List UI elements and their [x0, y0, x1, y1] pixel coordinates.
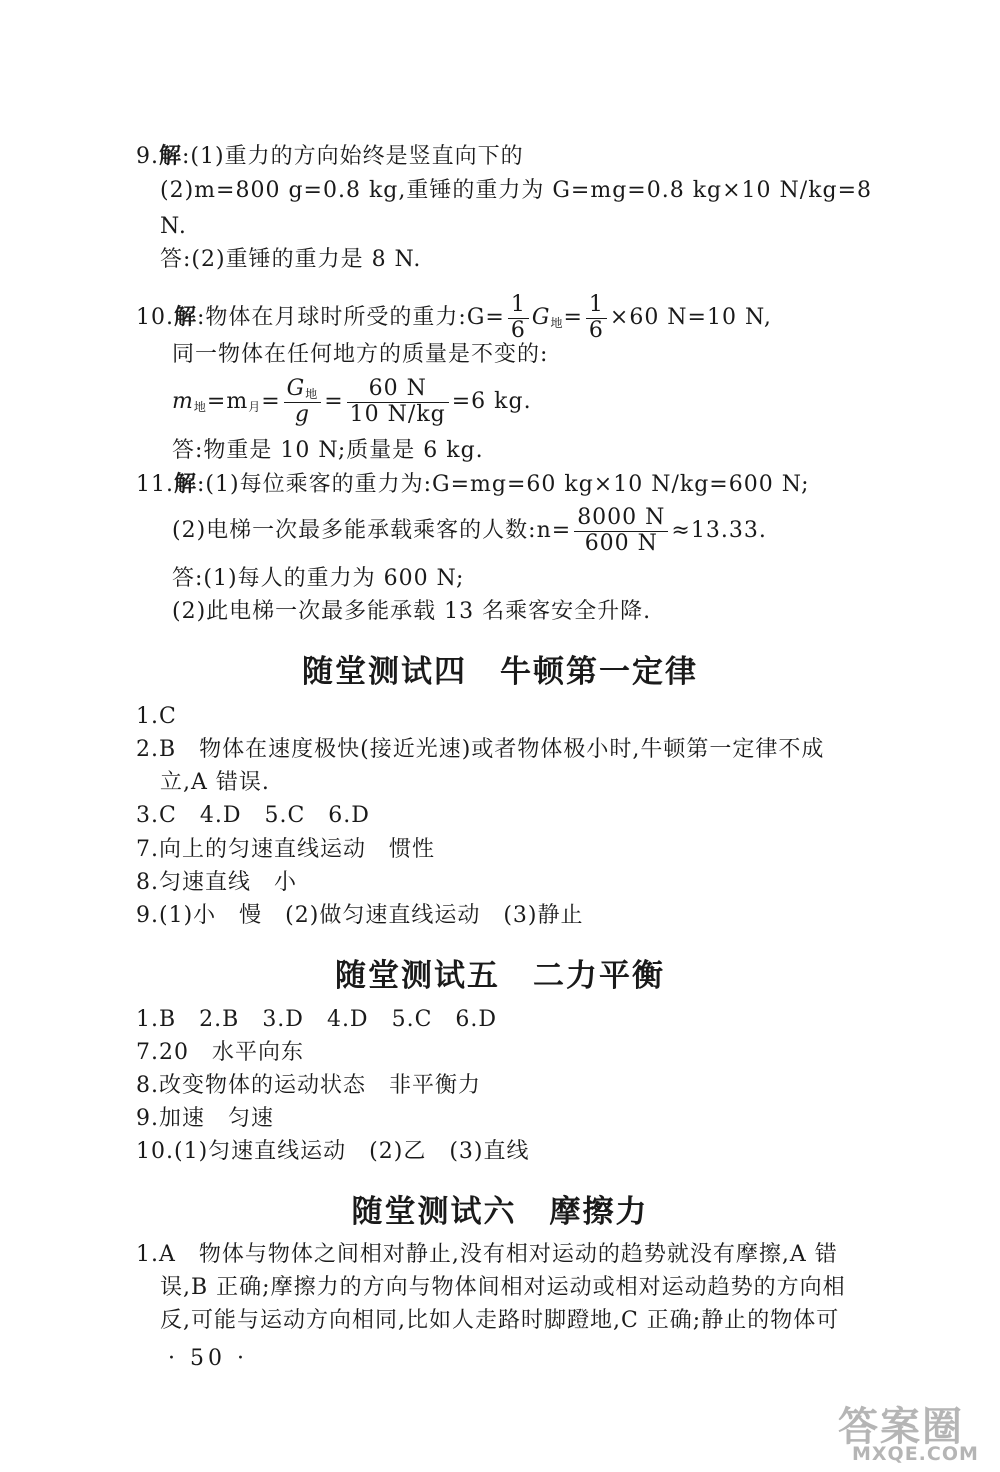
q10-line2: 同一物体在任何地方的质量是不变的:: [172, 342, 549, 367]
q10-answer: 答:物重是 10 N;质量是 6 kg.: [172, 438, 484, 463]
q10-line1: 10.解:物体在月球时所受的重力:G= $\frac{1}{6}$ $G_地=$ $\frac{1}{6}$ ×60 N=10 N,: [136, 292, 772, 343]
fraction-60n-over-10nkg: $\frac{60 N}{10 N/kg}$: [347, 377, 449, 426]
fraction-one-sixth: $\frac{1}{6}$: [508, 293, 529, 342]
q11-line1: 11.解:(1)每位乘客的重力为:G=mg=60 kg×10 N/kg=600 N;: [136, 472, 810, 497]
s5-line-4: 9.加速 匀速: [136, 1106, 274, 1131]
s4-line-1: 1.C: [136, 704, 177, 729]
q11-answer1: 答:(1)每人的重力为 600 N;: [172, 566, 465, 591]
s5-line-1: 1.B 2.B 3.D 4.D 5.C 6.D: [136, 1007, 498, 1032]
s4-line-7: 9.(1)小 慢 (2)做匀速直线运动 (3)静止: [136, 903, 584, 928]
watermark-logo: [830, 1395, 995, 1470]
s6-line-3: 反,可能与运动方向相同,比如人走路时脚蹬地,C 正确;静止的物体可: [160, 1308, 840, 1333]
s4-line-6: 8.匀速直线 小: [136, 870, 297, 895]
q11-answer2: (2)此电梯一次最多能承载 13 名乘客安全升降.: [172, 599, 652, 624]
watermark-logo-text: 答案圈: [838, 1404, 964, 1450]
section5-title: 随堂测试五 二力平衡: [335, 958, 665, 994]
s4-line-5: 7.向上的匀速直线运动 惯性: [136, 837, 435, 862]
q10-line3: $m_地=m_月=$ $\frac{G_地}{g}$ = $\frac{60 N}{10 N/kg}$ =6 kg.: [172, 376, 532, 427]
s5-line-2: 7.20 水平向东: [136, 1040, 304, 1065]
s5-line-5: 10.(1)匀速直线运动 (2)乙 (3)直线: [136, 1139, 530, 1164]
s4-line-4: 3.C 4.D 5.C 6.D: [136, 803, 370, 828]
fraction-one-sixth-2: $\frac{1}{6}$: [586, 293, 607, 342]
s4-line-3: 立,A 错误.: [160, 770, 270, 795]
s4-line-2: 2.B 物体在速度极快(接近光速)或者物体极小时,牛顿第一定律不成: [136, 737, 825, 762]
s5-line-3: 8.改变物体的运动状态 非平衡力: [136, 1073, 481, 1098]
section4-title: 随堂测试四 牛顿第一定律: [302, 654, 698, 690]
solve-label: 解: [174, 305, 198, 330]
q9-line2: (2)m=800 g=0.8 kg,重锤的重力为 G=mg=0.8 kg×10 N/kg=8: [160, 178, 873, 203]
s6-line-2: 误,B 正确;摩擦力的方向与物体间相对运动或相对运动趋势的方向相: [160, 1275, 846, 1300]
q11-line2: (2)电梯一次最多能承载乘客的人数:n= $\frac{8000 N}{600 N}$ ≈13.33.: [172, 505, 767, 556]
s6-line-1: 1.A 物体与物体之间相对静止,没有相对运动的趋势就没有摩擦,A 错: [136, 1242, 838, 1267]
solve-label: 解: [159, 144, 183, 169]
watermark-url: MXQE.COM: [852, 1443, 979, 1465]
q9-line1: 9.解:(1)重力的方向始终是竖直向下的: [136, 144, 524, 169]
fraction-g-over-g: $\frac{G_地}{g}$: [284, 377, 322, 426]
page-number: · 50 ·: [168, 1346, 248, 1371]
q9-line3: N.: [160, 214, 187, 239]
section6-title: 随堂测试六 摩擦力: [351, 1194, 649, 1230]
q9-answer: 答:(2)重锤的重力是 8 N.: [160, 247, 422, 272]
fraction-8000-over-600: $\frac{8000 N}{600 N}$: [574, 506, 668, 555]
solve-label: 解: [174, 472, 198, 497]
